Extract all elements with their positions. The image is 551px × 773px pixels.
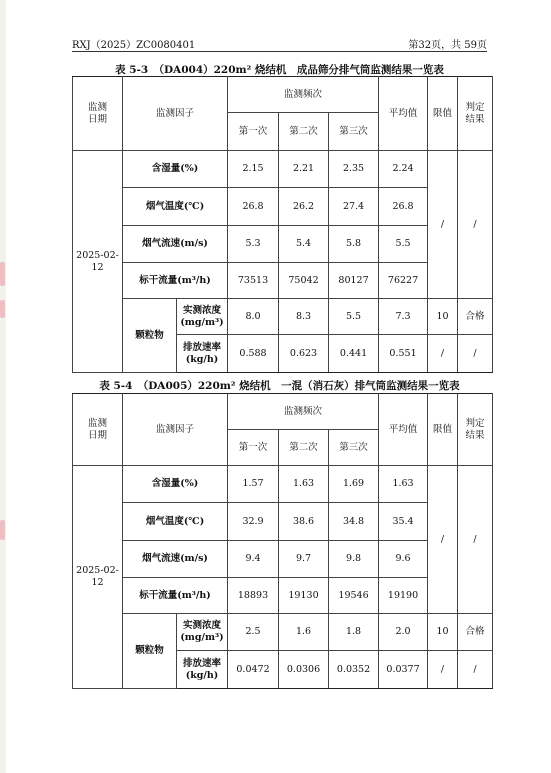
cell-value: 2.21 bbox=[279, 151, 329, 188]
cell-limit: / bbox=[428, 466, 458, 614]
cell-value: 34.8 bbox=[329, 503, 379, 541]
table-caption: 表 5-4 （DA005）220m² 烧结机 一混（消石灰）排气筒监测结果一览表 bbox=[99, 380, 460, 392]
results-table bbox=[72, 393, 493, 689]
ink-stain bbox=[0, 520, 5, 540]
cell-value: 0.0306 bbox=[279, 651, 329, 689]
report-number: RXJ（2025）ZC0080401 bbox=[72, 40, 196, 51]
ink-stain bbox=[0, 262, 5, 286]
cell-value: 1.63 bbox=[279, 466, 329, 503]
monitoring-date: 2025-02-12 bbox=[73, 466, 123, 689]
cell-value: 5.8 bbox=[329, 226, 379, 263]
cell-result: 合格 bbox=[458, 614, 493, 651]
cell-value: 2.35 bbox=[329, 151, 379, 188]
header-rule bbox=[72, 51, 487, 52]
header-factor: 监测因子 bbox=[123, 394, 228, 466]
header-first: 第一次 bbox=[228, 113, 279, 151]
cell-value: 9.8 bbox=[329, 541, 379, 578]
cell-value: 26.2 bbox=[279, 188, 329, 226]
page-edge bbox=[0, 0, 6, 773]
cell-limit: / bbox=[428, 651, 458, 689]
ink-stain bbox=[0, 300, 5, 318]
table-row bbox=[73, 614, 493, 651]
cell-value: 0.0352 bbox=[329, 651, 379, 689]
row-label: 含湿量(%) bbox=[123, 466, 228, 503]
cell-value: 0.0472 bbox=[228, 651, 279, 689]
cell-value: 5.5 bbox=[329, 299, 379, 335]
cell-value: 75042 bbox=[279, 263, 329, 299]
cell-average: 26.8 bbox=[379, 188, 428, 226]
row-label: 含湿量(%) bbox=[123, 151, 228, 188]
cell-value: 1.69 bbox=[329, 466, 379, 503]
cell-result: / bbox=[458, 651, 493, 689]
cell-value: 80127 bbox=[329, 263, 379, 299]
cell-value: 0.588 bbox=[228, 335, 279, 373]
header-date: 监测 日期 bbox=[73, 394, 123, 466]
cell-average: 0.551 bbox=[379, 335, 428, 373]
cell-value: 73513 bbox=[228, 263, 279, 299]
cell-result: 合格 bbox=[458, 299, 493, 335]
row-label: 排放速率 (kg/h) bbox=[177, 335, 228, 373]
row-label: 排放速率 (kg/h) bbox=[177, 651, 228, 689]
cell-value: 1.6 bbox=[279, 614, 329, 651]
cell-result: / bbox=[458, 335, 493, 373]
header-second: 第二次 bbox=[279, 113, 329, 151]
cell-average: 2.0 bbox=[379, 614, 428, 651]
cell-value: 9.7 bbox=[279, 541, 329, 578]
cell-limit: 10 bbox=[428, 614, 458, 651]
cell-average: 0.0377 bbox=[379, 651, 428, 689]
cell-limit: / bbox=[428, 335, 458, 373]
cell-value: 0.623 bbox=[279, 335, 329, 373]
cell-result: / bbox=[458, 466, 493, 614]
header-limit: 限值 bbox=[428, 394, 458, 466]
pollutant-label: 颗粒物 bbox=[123, 614, 177, 689]
header-limit: 限值 bbox=[428, 77, 458, 151]
header-factor: 监测因子 bbox=[123, 77, 228, 151]
row-label: 实测浓度 (mg/m³) bbox=[177, 299, 228, 335]
header-third: 第三次 bbox=[329, 113, 379, 151]
cell-average: 19190 bbox=[379, 578, 428, 614]
cell-average: 9.6 bbox=[379, 541, 428, 578]
header-third: 第三次 bbox=[329, 430, 379, 466]
cell-limit: / bbox=[428, 151, 458, 299]
header-first: 第一次 bbox=[228, 430, 279, 466]
table-row bbox=[73, 299, 493, 335]
cell-average: 7.3 bbox=[379, 299, 428, 335]
cell-value: 32.9 bbox=[228, 503, 279, 541]
cell-value: 18893 bbox=[228, 578, 279, 614]
row-label: 烟气流速(m/s) bbox=[123, 226, 228, 263]
cell-value: 19546 bbox=[329, 578, 379, 614]
page-number: 第32页，共 59页 bbox=[408, 40, 487, 51]
cell-value: 1.57 bbox=[228, 466, 279, 503]
header-frequency: 监测频次 bbox=[228, 394, 379, 430]
cell-average: 35.4 bbox=[379, 503, 428, 541]
cell-average: 5.5 bbox=[379, 226, 428, 263]
cell-value: 2.5 bbox=[228, 614, 279, 651]
row-label: 烟气温度(℃) bbox=[123, 188, 228, 226]
cell-value: 9.4 bbox=[228, 541, 279, 578]
header-average: 平均值 bbox=[379, 77, 428, 151]
header-second: 第二次 bbox=[279, 430, 329, 466]
page-header bbox=[72, 36, 487, 50]
cell-value: 5.3 bbox=[228, 226, 279, 263]
header-average: 平均值 bbox=[379, 394, 428, 466]
header-date: 监测 日期 bbox=[73, 77, 123, 151]
cell-value: 5.4 bbox=[279, 226, 329, 263]
header-frequency: 监测频次 bbox=[228, 77, 379, 113]
row-label: 标干流量(m³/h) bbox=[123, 263, 228, 299]
row-label: 标干流量(m³/h) bbox=[123, 578, 228, 614]
cell-average: 2.24 bbox=[379, 151, 428, 188]
row-label: 烟气温度(℃) bbox=[123, 503, 228, 541]
header-result: 判定 结果 bbox=[458, 77, 493, 151]
cell-average: 1.63 bbox=[379, 466, 428, 503]
results-table bbox=[72, 76, 493, 373]
cell-value: 1.8 bbox=[329, 614, 379, 651]
cell-value: 2.15 bbox=[228, 151, 279, 188]
cell-value: 19130 bbox=[279, 578, 329, 614]
cell-average: 76227 bbox=[379, 263, 428, 299]
table-row bbox=[73, 466, 493, 503]
row-label: 实测浓度 (mg/m³) bbox=[177, 614, 228, 651]
table-caption: 表 5-3 （DA004）220m² 烧结机 成品筛分排气筒监测结果一览表 bbox=[115, 64, 444, 76]
cell-value: 0.441 bbox=[329, 335, 379, 373]
row-label: 烟气流速(m/s) bbox=[123, 541, 228, 578]
table-row bbox=[73, 151, 493, 188]
pollutant-label: 颗粒物 bbox=[123, 299, 177, 373]
cell-value: 38.6 bbox=[279, 503, 329, 541]
cell-result: / bbox=[458, 151, 493, 299]
cell-value: 26.8 bbox=[228, 188, 279, 226]
monitoring-date: 2025-02-12 bbox=[73, 151, 123, 373]
cell-value: 8.0 bbox=[228, 299, 279, 335]
cell-value: 27.4 bbox=[329, 188, 379, 226]
header-result: 判定 结果 bbox=[458, 394, 493, 466]
cell-limit: 10 bbox=[428, 299, 458, 335]
cell-value: 8.3 bbox=[279, 299, 329, 335]
